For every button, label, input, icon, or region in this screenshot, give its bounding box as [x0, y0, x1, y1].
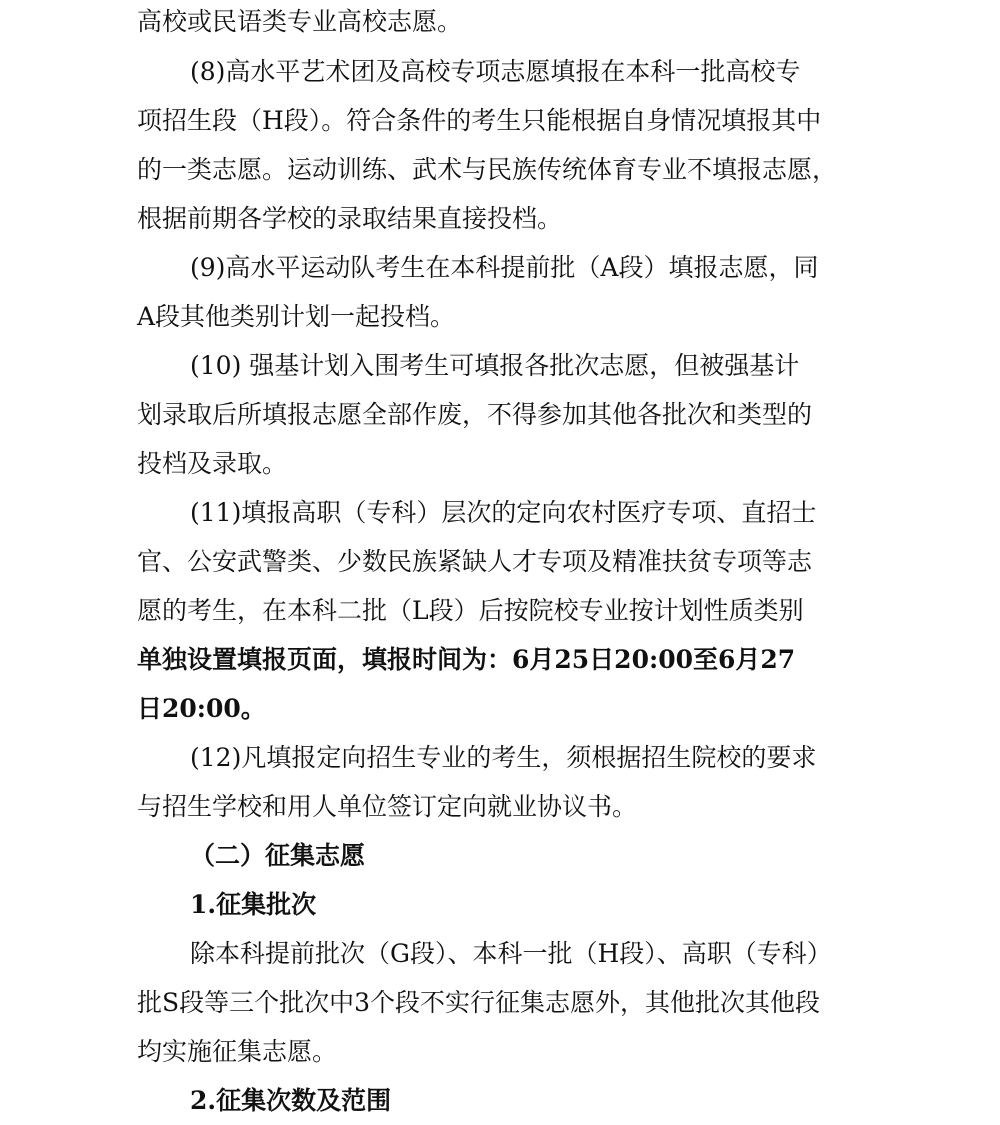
text-line: 愿的考生，在本科二批（L段）后按院校专业按计划性质类别	[137, 596, 804, 625]
text-line: 均实施征集志愿。	[137, 1037, 338, 1066]
subsection-heading: 2.征集次数及范围	[190, 1086, 392, 1115]
text-line: 高校或民语类专业高校志愿。	[137, 7, 463, 36]
text-line: 批S段等三个批次中3个段不实行征集志愿外，其他批次其他段	[137, 988, 821, 1017]
text-line: 官、公安武警类、少数民族紧缺人才专项及精准扶贫专项等志	[137, 547, 813, 576]
section-heading: （二）征集志愿	[190, 841, 366, 870]
text-line: 投档及录取。	[137, 449, 288, 478]
text-line: A段其他类别计划一起投档。	[137, 302, 456, 331]
text-line: 项招生段（H段）。符合条件的考生只能根据自身情况填报其中	[137, 106, 822, 135]
subsection-heading: 1.征集批次	[190, 890, 317, 919]
text-line: 日20:00。	[137, 694, 266, 723]
text-line: (11)填报高职（专科）层次的定向农村医疗专项、直招士	[190, 498, 817, 527]
text-line: (12)凡填报定向招生专业的考生，须根据招生院校的要求	[190, 743, 817, 772]
text-line: 根据前期各学校的录取结果直接投档。	[137, 204, 563, 233]
text-line: (10) 强基计划入围考生可填报各批次志愿，但被强基计	[190, 351, 800, 380]
text-line: 划录取后所填报志愿全部作废，不得参加其他各批次和类型的	[137, 400, 813, 429]
text-line: 除本科提前批次（G段）、本科一批（H段）、高职（专科）	[190, 939, 832, 968]
text-line: 的一类志愿。运动训练、武术与民族传统体育专业不填报志愿，	[137, 155, 838, 184]
text-line: (8)高水平艺术团及高校专项志愿填报在本科一批高校专	[190, 57, 801, 86]
text-line: 与招生学校和用人单位签订定向就业协议书。	[137, 792, 638, 821]
text-line: (9)高水平运动队考生在本科提前批（A段）填报志愿，同	[190, 253, 819, 282]
text-line: 单独设置填报页面，填报时间为：6月25日20:00至6月27	[137, 645, 796, 674]
